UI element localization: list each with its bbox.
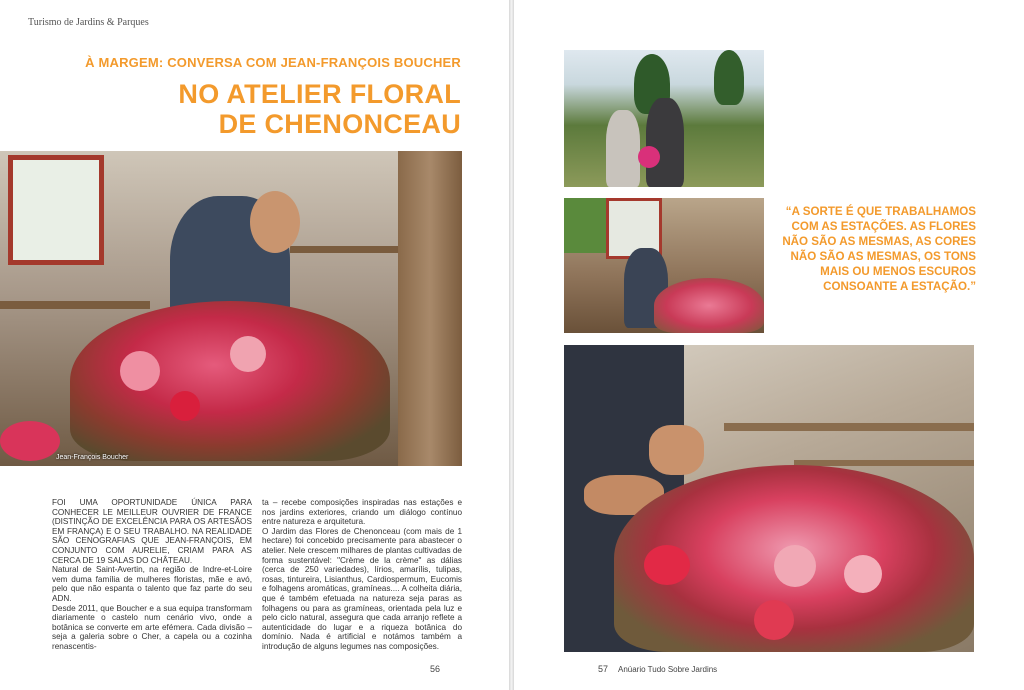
photo-garden-couple	[564, 50, 764, 187]
florist-head	[250, 191, 300, 253]
flower	[774, 545, 816, 587]
title-line-2: DE CHENONCEAU	[218, 109, 461, 139]
text-column-2	[262, 498, 462, 652]
pull-quote: “A SORTE É QUE TRABALHAMOS COM AS ESTAÇÕES. AS FLORES NÃO SÃO AS MESMAS, AS CORES NÃO SÃO AS MESMAS, OS TONS MAIS OU MENOS ESCUROS CONSOANTE A ESTAÇÃO.”	[782, 205, 976, 293]
wooden-post	[398, 151, 462, 466]
hand	[649, 425, 704, 475]
page-number-left: 56	[430, 664, 441, 674]
flower	[644, 545, 690, 585]
flower-arrangement	[70, 301, 390, 461]
flower	[638, 146, 660, 168]
article-kicker: À MARGEM: CONVERSA COM JEAN-FRANÇOIS BOUCHER	[85, 55, 461, 70]
paragraph: Natural de Saint-Avertin, na região de Indre-et-Loire vem duma família de mulheres floristas, mãe e avó, pelo que não espanta o talento que faz parte do seu ADN.	[52, 565, 252, 603]
paragraph: ta – recebe composições inspiradas nas estações e nos jardins exteriores, criando um diálogo contínuo entre natureza e arquitetura.	[262, 498, 462, 527]
main-photo-florist	[0, 151, 462, 466]
flower	[170, 391, 200, 421]
text-column-1	[52, 498, 252, 652]
shelf	[724, 423, 974, 431]
flower	[0, 421, 60, 461]
flower	[844, 555, 882, 593]
left-page	[0, 0, 509, 690]
lead-paragraph: FOI UMA OPORTUNIDADE ÚNICA PARA CONHECER LE MEILLEUR OUVRIER DE FRANCE (DISTINÇÃO DE EXCELÊNCIA PARA OS ARTESÃOS EM FRANÇA) E O SEU TRABALHO. NA REALIDADE SÃO CENOGRAFIAS QUE JEAN-FRANÇOIS, EM CONJUNTO COM AURELIE, CRIAM PARA AS CERCA DE 19 SALAS DO CHÂTEAU.	[52, 498, 252, 565]
greenery	[564, 198, 606, 253]
photo-caption: Jean-François Boucher	[56, 454, 129, 461]
running-head: Turismo de Jardins & Parques	[28, 17, 149, 28]
article-title	[178, 79, 461, 139]
flower	[754, 600, 794, 640]
flower-arrangement	[654, 278, 764, 333]
topiary	[714, 50, 744, 105]
paragraph: O Jardim das Flores de Chenonceau (com mais de 1 hectare) foi concebido precisamente para abastecer o atelier. Nele crescem milhares de plantas cultivadas de forma sustentável: "Crème de la crème" as dálias (cerca de 250 variedades), lírios, amarílis, tulipas, rosas, tintureira, Lisianthus, Cardiospermum, Eucomis e folhagens aromáticas, gramíneas.... A colheita diária, que é também efetuada na natureza seja paras as folhagens ou para as gramíneas, orientada pela luz e pelo ciclo natural, assegura que cada arranjo reflete a autenticidade do lugar e a riqueza botânica do domínio. Nada é artificial e notámos também a introdução de alguns legumes nas composições.	[262, 526, 462, 651]
photo-arranging-closeup	[564, 345, 974, 652]
flower	[230, 336, 266, 372]
paragraph: Desde 2011, que Boucher e a sua equipa transformam diariamente o castelo num cenário vivo, onde a botânica se converte em arte efémera. Cada divisão – seja a galeria sobre o Cher, a capela ou a cozinha renascentis-	[52, 603, 252, 651]
shelf	[0, 301, 150, 309]
page-number-right: 57	[598, 664, 609, 674]
person	[646, 98, 684, 187]
title-line-1: NO ATELIER FLORAL	[178, 79, 461, 109]
flower	[120, 351, 160, 391]
footer-publication-title: Anúario Tudo Sobre Jardins	[618, 665, 718, 674]
person	[606, 110, 640, 187]
photo-atelier	[564, 198, 764, 333]
right-page	[514, 0, 1024, 690]
shelf	[290, 246, 400, 253]
window	[8, 155, 104, 265]
